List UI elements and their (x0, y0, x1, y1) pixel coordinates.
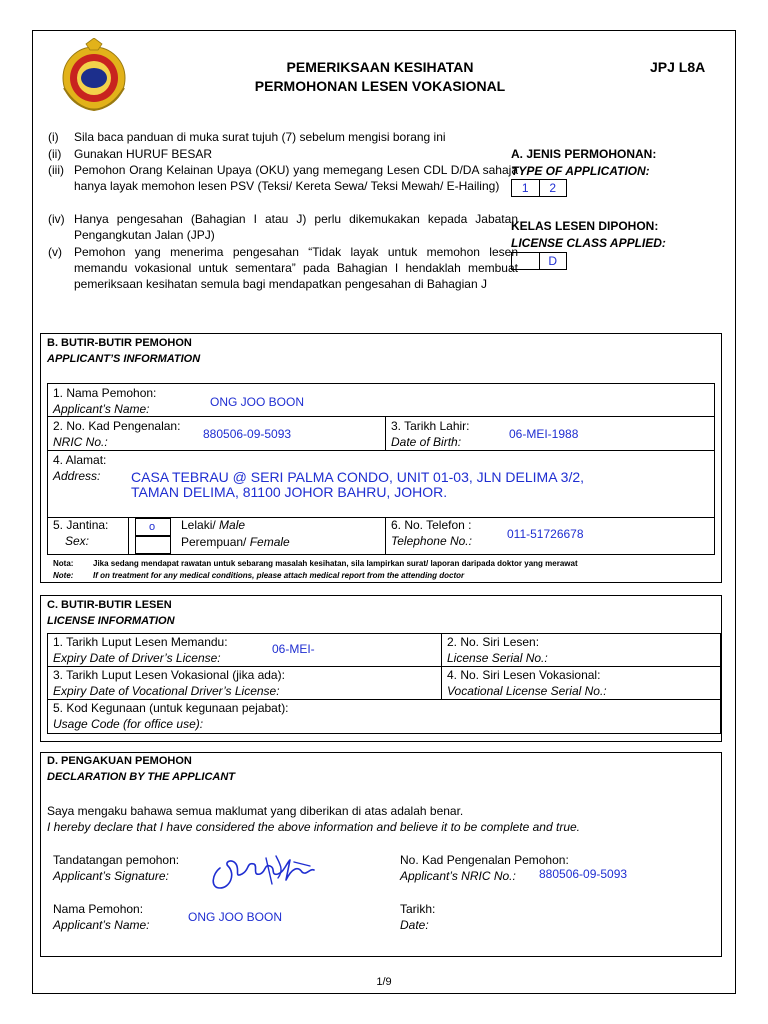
declarant-name-label: Nama Pemohon: (53, 902, 144, 916)
female-label: Perempuan/ (181, 535, 247, 549)
dob-label-en: Date of Birth: (391, 435, 462, 449)
usage-code-label: 5. Kod Kegunaan (untuk kegunaan pejabat): (53, 701, 289, 715)
note-label-en: Note: (53, 571, 74, 580)
sex-label: 5. Jantina: (53, 518, 109, 532)
application-type-box[interactable] (511, 179, 567, 197)
phone-label-en: Telephone No.: (391, 534, 472, 548)
dob-field[interactable]: 06-MEI-1988 (509, 427, 579, 441)
voc-expiry-label: 3. Tarikh Luput Lesen Vokasional (jika ada): (53, 668, 285, 682)
instruction-text: Hanya pengesahan (Bahagian I atau J) perlu dikemukakan kepada Jabatan Pengangkutan Jalan (JPJ) (74, 212, 518, 242)
voc-serial-label-en: Vocational License Serial No.: (447, 684, 607, 698)
section-b-title: B. BUTIR-BUTIR PEMOHON (47, 337, 192, 349)
ic-label: 2. No. Kad Pengenalan: (53, 419, 181, 433)
license-class-cell: D (539, 253, 567, 269)
license-class-box[interactable] (511, 252, 567, 270)
signature-image (206, 844, 316, 894)
license-expiry-field[interactable]: 06-MEI- (272, 642, 315, 656)
license-class-title: KELAS LESEN DIPOHON: (511, 219, 659, 233)
dob-label: 3. Tarikh Lahir: (391, 419, 470, 433)
jpj-crest-icon (56, 38, 132, 114)
page-number: 1/9 (376, 976, 392, 988)
section-c-title-en: LICENSE INFORMATION (47, 615, 175, 627)
note-label: Nota: (53, 559, 74, 568)
instruction-text: Gunakan HURUF BESAR (74, 147, 213, 161)
instruction-text: Sila baca panduan di muka surat tujuh (7) sebelum mengisi borang ini (74, 130, 446, 144)
license-serial-label: 2. No. Siri Lesen: (447, 635, 540, 649)
note-text-en: If on treatment for any medical conditions, please attach medical report from the attending doctor (93, 571, 465, 580)
instruction-number: (ii) (48, 147, 62, 161)
name-label: 1. Nama Pemohon: (53, 386, 157, 400)
instruction-number: (iv) (48, 212, 65, 226)
note-text: Jika sedang mendapat rawatan untuk sebarang masalah kesihatan, sila lampirkan surat/ laporan daripada doktor yang merawat (93, 559, 578, 568)
declarant-name-field[interactable]: ONG JOO BOON (188, 910, 283, 924)
male-option (181, 517, 245, 533)
address-label: 4. Alamat: (53, 453, 107, 467)
declarant-ic-label-en: Applicant’s NRIC No.: (400, 869, 516, 883)
declaration-text-en: I hereby declare that I have considered the above information and believe it to be complete and true. (47, 820, 581, 834)
section-c-title: C. BUTIR-BUTIR LESEN (47, 599, 172, 611)
name-label-en: Applicant’s Name: (53, 402, 150, 416)
signature-label: Tandatangan pemohon: (53, 853, 180, 867)
phone-field[interactable]: 011-51726678 (507, 527, 584, 541)
application-type-title: A. JENIS PERMOHONAN: (511, 147, 657, 161)
application-type-digit: 2 (539, 180, 567, 196)
instruction-text: Pemohon yang menerima pengesahan “Tidak layak untuk memohon lesen memandu vokasional untuk sementara” pada Bahagian I hendaklah membuat pemeriksaan kesihatan semula bagi mendapatkan pengesahan di Bahagian J (74, 245, 518, 291)
ic-label-en: NRIC No.: (53, 435, 108, 449)
table-divider (47, 450, 715, 451)
application-type-digit: 1 (521, 181, 529, 195)
name-field[interactable]: ONG JOO BOON (210, 395, 305, 409)
declarant-ic-field[interactable]: 880506-09-5093 (539, 867, 628, 881)
female-checkbox[interactable] (135, 536, 171, 554)
female-label-en: Female (249, 535, 290, 549)
instruction-number: (v) (48, 245, 62, 259)
table-divider (385, 416, 386, 450)
declarant-ic-label: No. Kad Pengenalan Pemohon: (400, 853, 569, 867)
signature-field[interactable] (206, 844, 316, 894)
instruction-number: (i) (48, 130, 59, 144)
license-expiry-label: 1. Tarikh Luput Lesen Memandu: (53, 635, 228, 649)
section-d-title-en: DECLARATION BY THE APPLICANT (47, 771, 236, 783)
phone-label: 6. No. Telefon : (391, 518, 472, 532)
license-class-title-en: LICENSE CLASS APPLIED: (511, 236, 666, 250)
address-field-line2[interactable]: TAMAN DELIMA, 81100 JOHOR BAHRU, JOHOR. (131, 484, 448, 500)
table-divider (441, 633, 442, 699)
license-expiry-label-en: Expiry Date of Driver’s License: (53, 651, 221, 665)
date-label: Tarikh: (400, 902, 436, 916)
male-checkbox[interactable] (135, 518, 171, 536)
usage-code-label-en: Usage Code (for office use): (53, 717, 204, 731)
section-d-title: D. PENGAKUAN PEMOHON (47, 755, 192, 767)
male-label-en: Male (219, 518, 246, 532)
voc-expiry-label-en: Expiry Date of Vocational Driver’s License: (53, 684, 280, 698)
voc-serial-label: 4. No. Siri Lesen Vokasional: (447, 668, 601, 682)
section-b-title-en: APPLICANT’S INFORMATION (47, 353, 201, 365)
male-checkmark: o (149, 521, 156, 533)
table-divider (385, 517, 386, 555)
form-subtitle: PERMOHONAN LESEN VOKASIONAL (254, 78, 506, 94)
table-divider (128, 517, 129, 555)
address-field-line1[interactable]: CASA TEBRAU @ SERI PALMA CONDO, UNIT 01-03, JLN DELIMA 3/2, (131, 469, 585, 485)
date-label-en: Date: (400, 918, 429, 932)
sex-label-en: Sex: (65, 534, 90, 548)
signature-label-en: Applicant’s Signature: (53, 869, 169, 883)
instruction-number: (iii) (48, 163, 64, 177)
declaration-text: Saya mengaku bahawa semua maklumat yang diberikan di atas adalah benar. (47, 804, 464, 818)
form-title: PEMERIKSAAN KESIHATAN (286, 59, 474, 75)
application-type-title-en: TYPE OF APPLICATION: (511, 164, 650, 178)
ic-field[interactable]: 880506-09-5093 (203, 427, 292, 441)
license-serial-label-en: License Serial No.: (447, 651, 548, 665)
address-label-en: Address: (53, 469, 101, 483)
declarant-name-label-en: Applicant’s Name: (53, 918, 150, 932)
instruction-text: Pemohon Orang Kelainan Upaya (OKU) yang memegang Lesen CDL D/DA sahaja hanya layak memohon lesen PSV (Teksi/ Kereta Sewa/ Teksi Mewah/ E-Hailing) (74, 163, 518, 193)
male-label: Lelaki/ (181, 518, 216, 532)
license-class-cell (512, 253, 539, 269)
female-option (181, 534, 290, 550)
form-code: JPJ L8A (650, 59, 706, 75)
